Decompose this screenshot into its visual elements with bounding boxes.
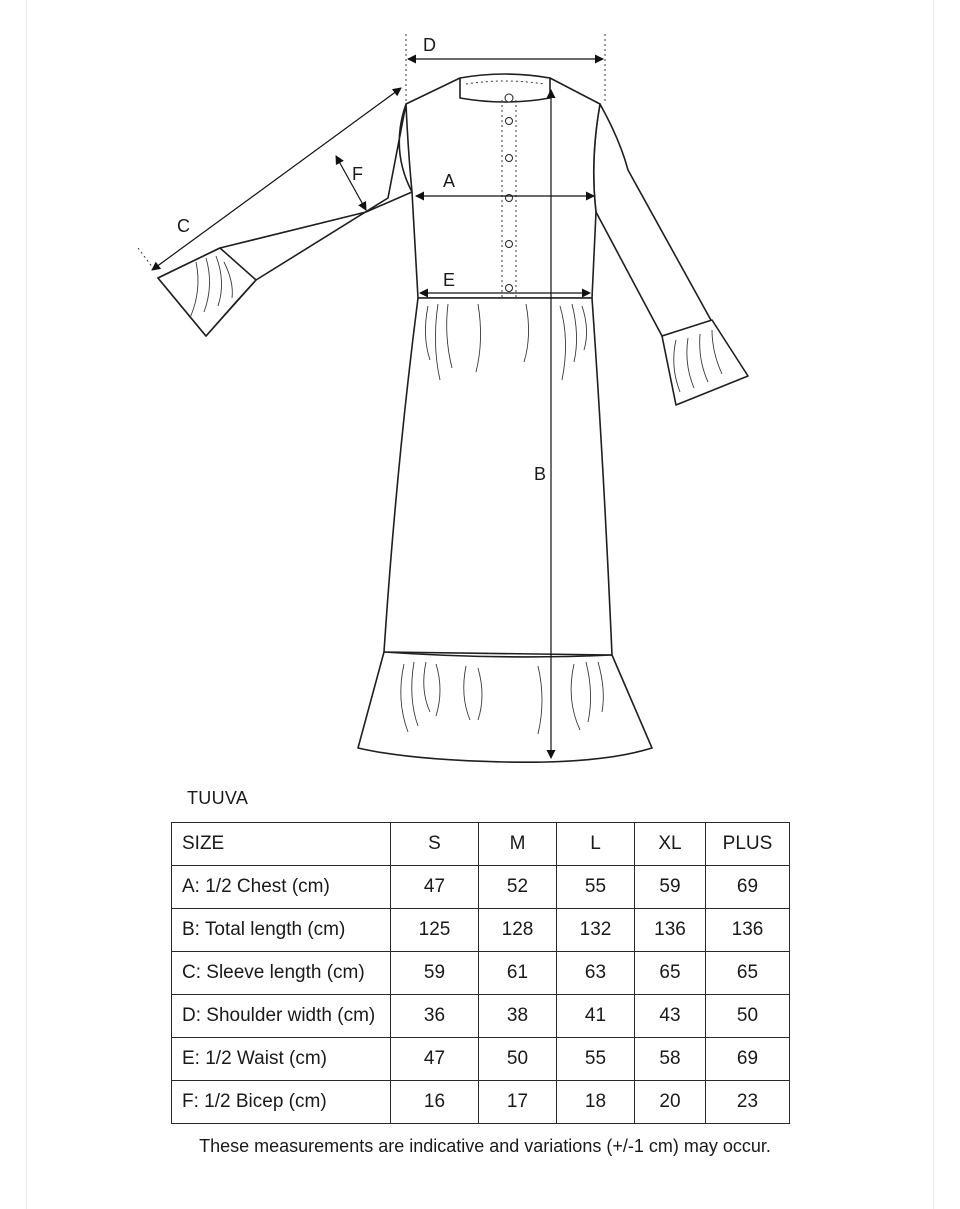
table-header-row (172, 823, 790, 866)
table-cell: 58 (635, 1038, 706, 1081)
header-cell: M (479, 823, 557, 866)
table-cell: 55 (557, 1038, 635, 1081)
table-cell: 63 (557, 952, 635, 995)
measurement-label: C: Sleeve length (cm) (172, 952, 391, 995)
table-cell: 17 (479, 1081, 557, 1124)
measurement-label: F: 1/2 Bicep (cm) (172, 1081, 391, 1124)
measurement-f (336, 156, 366, 210)
table-cell: 65 (635, 952, 706, 995)
right-cuff (662, 320, 748, 405)
header-cell: XL (635, 823, 706, 866)
table-cell: 36 (391, 995, 479, 1038)
table-cell: 125 (391, 909, 479, 952)
table-cell: 55 (557, 866, 635, 909)
table-cell: 47 (391, 866, 479, 909)
table-cell: 61 (479, 952, 557, 995)
table-cell: 41 (557, 995, 635, 1038)
table-cell: 59 (391, 952, 479, 995)
measurement-label: D: Shoulder width (cm) (172, 995, 391, 1038)
header-cell: L (557, 823, 635, 866)
product-name: TUUVA (187, 788, 249, 808)
table-cell: 59 (635, 866, 706, 909)
svg-text:C: C (177, 216, 190, 236)
table-row (172, 995, 790, 1038)
header-cell: SIZE (172, 823, 391, 866)
table-row (172, 909, 790, 952)
header-cell: PLUS (706, 823, 790, 866)
table-row (172, 1038, 790, 1081)
size-chart-table (171, 822, 790, 1124)
table-cell: 23 (706, 1081, 790, 1124)
table-cell: 20 (635, 1081, 706, 1124)
table-cell: 52 (479, 866, 557, 909)
table-cell: 128 (479, 909, 557, 952)
table-cell: 50 (706, 995, 790, 1038)
svg-text:F: F (352, 164, 363, 184)
disclaimer-note: These measurements are indicative and variations (+/-1 cm) may occur. (199, 1136, 771, 1156)
header-cell: S (391, 823, 479, 866)
right-sleeve (594, 104, 712, 336)
table-cell: 38 (479, 995, 557, 1038)
measurement-label: A: 1/2 Chest (cm) (172, 866, 391, 909)
table-cell: 69 (706, 866, 790, 909)
table-cell: 136 (635, 909, 706, 952)
table-row (172, 952, 790, 995)
bodice (406, 78, 600, 298)
table-cell: 43 (635, 995, 706, 1038)
table-row (172, 866, 790, 909)
table-cell: 132 (557, 909, 635, 952)
table-cell: 50 (479, 1038, 557, 1081)
skirt (384, 298, 612, 655)
svg-text:B: B (534, 464, 547, 484)
svg-text:E: E (443, 270, 456, 290)
measurement-label: B: Total length (cm) (172, 909, 391, 952)
table-cell: 136 (706, 909, 790, 952)
svg-text:A: A (443, 171, 456, 191)
table-cell: 47 (391, 1038, 479, 1081)
svg-text:D: D (423, 35, 436, 55)
table-row (172, 1081, 790, 1124)
table-cell: 65 (706, 952, 790, 995)
table-cell: 16 (391, 1081, 479, 1124)
table-cell: 18 (557, 1081, 635, 1124)
measurement-label: E: 1/2 Waist (cm) (172, 1038, 391, 1081)
table-cell: 69 (706, 1038, 790, 1081)
